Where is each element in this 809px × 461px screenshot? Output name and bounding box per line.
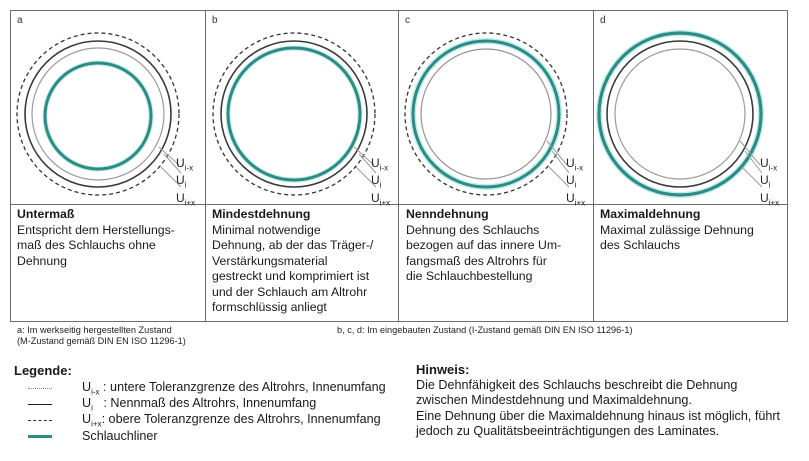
panel-c-diagram <box>399 11 593 208</box>
description-line: Dehnung, ab der das Träger-/ <box>212 238 374 252</box>
u-lower-label: U <box>371 156 380 170</box>
hint-line: jedoch zu Qualitätsbeeinträchtigungen des Laminates. <box>416 424 720 439</box>
u-upper-label: U <box>176 190 185 205</box>
legend-label: $U_i$ : Nennmaß des Altrohrs, Innenumfang <box>82 395 317 413</box>
solid-line-icon <box>28 404 52 405</box>
panel-letter: b <box>212 15 218 26</box>
u-lower-sub: i-x <box>768 163 778 173</box>
description-title: Untermaß <box>17 207 75 221</box>
panel-b-diagram <box>206 11 398 208</box>
u-upper-label: U <box>566 190 575 205</box>
description-line: die Schlauchbestellung <box>406 269 533 283</box>
dashed-line-icon <box>28 420 52 421</box>
u-upper-label: U <box>760 190 769 205</box>
hint-line: Die Dehnfähigkeit des Schlauchs beschreibt die Dehnung <box>416 378 738 392</box>
legend-title: Legende: <box>14 363 72 378</box>
u-upper-sub: i+x <box>184 198 196 208</box>
u-lower-label: U <box>566 156 575 170</box>
note-bcd: b, c, d: Im eingebauten Zustand (I-Zustand gemäß DIN EN ISO 11296-1) <box>337 325 633 335</box>
description-title: Maximaldehnung <box>600 207 701 221</box>
description-d <box>600 207 754 254</box>
description-line: bezogen auf das innere Um- <box>406 238 562 252</box>
description-c <box>406 207 561 285</box>
description-line: maß des Schlauchs ohne <box>17 238 156 252</box>
panel-d-circles <box>594 11 787 204</box>
description-line: formschlüssig anliegt <box>212 300 327 314</box>
u-upper-label: U <box>371 190 380 205</box>
u-nominal-sub: i <box>768 180 771 190</box>
hint-line: zwischen Mindestdehnung und Maximaldehnung. <box>416 393 692 408</box>
u-nominal-sub: i <box>379 180 382 190</box>
description-line: Dehnung des Schlauchs <box>406 222 540 237</box>
description-line: und der Schlauch am Altrohr <box>212 284 368 299</box>
note-a <box>17 325 186 347</box>
u-labels <box>371 157 390 209</box>
u-nominal-sub: i <box>574 180 577 190</box>
legend-item-nominal <box>28 396 316 412</box>
panel-c-circles <box>399 11 593 204</box>
hint-line: Eine Dehnung über die Maximaldehnung hinaus ist möglich, führt <box>416 408 781 423</box>
u-nominal-label: U <box>760 173 769 188</box>
description-line: Dehnung <box>17 253 67 268</box>
liner-line-icon <box>28 435 52 438</box>
note-a-line: (M-Zustand gemäß DIN EN ISO 11296-1) <box>17 336 186 346</box>
description-line: Maximal zulässige Dehnung <box>600 222 754 237</box>
description-title: Mindestdehnung <box>212 207 311 221</box>
hint-title: Hinweis: <box>416 362 470 377</box>
note-a-line: a: Im werkseitig hergestellten Zustand <box>17 325 172 335</box>
panel-letter: a <box>17 15 23 26</box>
legend-item-lower-tolerance <box>28 380 386 396</box>
u-lower-sub: i-x <box>379 163 389 173</box>
u-lower-sub: i-x <box>574 163 584 173</box>
row-divider <box>10 204 788 205</box>
panel-letter: c <box>405 15 410 26</box>
description-title: Nenndehnung <box>406 207 489 221</box>
u-labels <box>566 157 585 209</box>
u-lower-sub: i-x <box>184 163 194 173</box>
legend-label: $U_{i-x}$ : untere Toleranzgrenze des Altrohrs, Innenumfang <box>82 379 386 397</box>
u-nominal-sub: i <box>184 180 187 190</box>
description-a <box>17 207 175 269</box>
legend-label: $U_{i+x}$: obere Toleranzgrenze des Altrohrs, Innenumfang <box>82 411 381 429</box>
u-nominal-label: U <box>176 173 185 188</box>
hint-body <box>416 378 780 440</box>
panel-d-diagram <box>594 11 787 208</box>
description-line: Entspricht dem Herstellungs- <box>17 222 175 237</box>
description-b <box>212 207 373 316</box>
panel-a-diagram <box>11 11 205 208</box>
panel-b-circles <box>206 11 398 204</box>
description-line: gestreckt und komprimiert ist <box>212 269 370 283</box>
panel-letter: d <box>600 15 606 26</box>
u-upper-sub: i+x <box>379 198 391 208</box>
dotted-line-icon <box>28 388 52 389</box>
description-line: Verstärkungsmaterial <box>212 253 328 268</box>
u-labels <box>760 157 779 209</box>
u-upper-sub: i+x <box>574 198 586 208</box>
u-lower-label: U <box>760 156 769 170</box>
u-lower-label: U <box>176 156 185 170</box>
description-line: Minimal notwendige <box>212 222 321 237</box>
description-line: fangsmaß des Altrohrs für <box>406 253 547 268</box>
description-line: des Schlauchs <box>600 238 680 252</box>
legend-item-liner <box>28 428 158 444</box>
legend-label: Schlauchliner <box>82 429 158 443</box>
u-nominal-label: U <box>371 173 380 188</box>
legend-item-upper-tolerance <box>28 412 381 428</box>
u-upper-sub: i+x <box>768 198 780 208</box>
u-labels <box>176 157 195 209</box>
u-nominal-label: U <box>566 173 575 188</box>
